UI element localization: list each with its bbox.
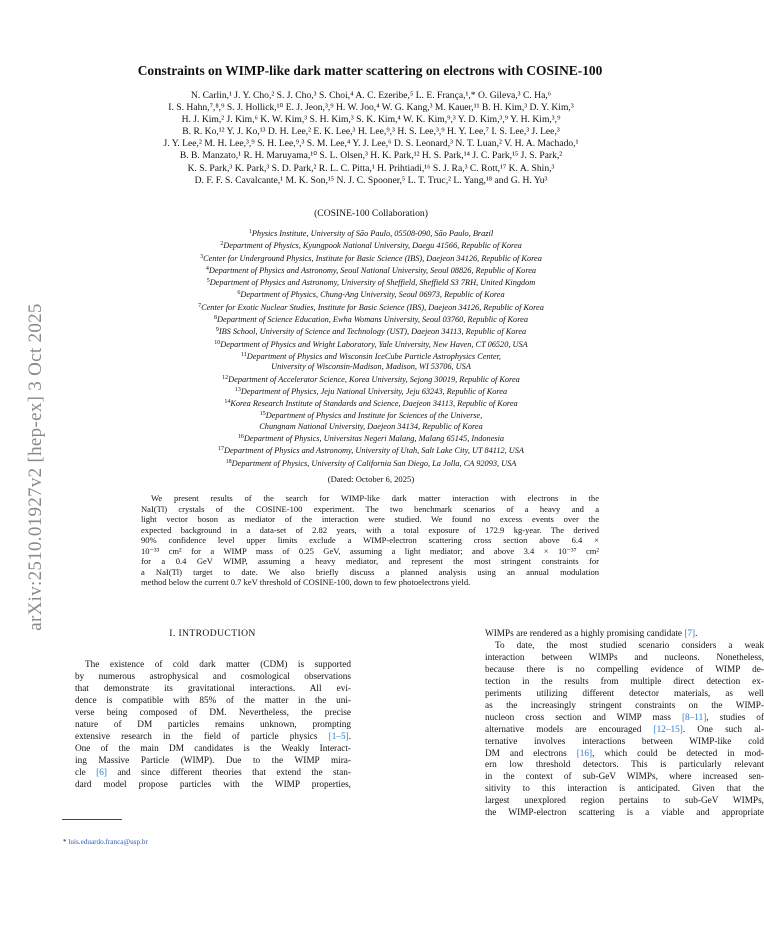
body-text: . One such al- xyxy=(682,724,764,735)
body-line xyxy=(75,756,351,768)
footnote-email[interactable]: luis.eduardo.franca@usp.br xyxy=(68,838,148,846)
body-text: the WIMP-electron scattering is a viable and appropriate xyxy=(485,808,764,819)
affiliation xyxy=(60,313,682,325)
body-text: . xyxy=(348,731,351,742)
body-text: alternative models are encouraged xyxy=(485,724,654,735)
author-line: D. F. F. S. Cavalcante,¹ M. K. Son,¹⁵ N. J. C. Spooner,⁵ L. T. Truc,² L. Yang,¹⁸ and G. H. Yu³ xyxy=(194,174,548,186)
citation-link[interactable]: [12–15] xyxy=(653,724,683,735)
author-line: N. Carlin,¹ J. Y. Cho,² S. J. Cho,³ S. Choi,⁴ A. C. Ezeribe,⁵ L. E. França,¹,* O. Gileva,³ C. Ha,⁶ xyxy=(190,90,552,101)
affiliation-text: Department of Physics, Chung-Ang University, Seoul 06973, Republic of Korea xyxy=(240,290,505,300)
author-line: I. S. Hahn,⁷,⁸,⁹ S. J. Hollick,¹⁰ E. J. Jeon,³,⁹ H. W. Joo,⁴ W. G. Kang,³ M. Kauer,¹¹ B. H. Kim,³ D. Y. Kim,³ xyxy=(168,102,574,114)
affiliation-number: 6 xyxy=(237,290,241,297)
arxiv-id: arXiv:2510.01927v2 [hep-ex] 3 Oct 2025 xyxy=(25,303,46,631)
body-text: largest unexplored region pertains to sub-GeV WIMPs, xyxy=(485,796,764,807)
body-text: nature of DM particles remains unknown, prompting xyxy=(75,719,351,730)
citation-link[interactable]: [6] xyxy=(96,767,107,778)
body-text: tection in the results from multiple direct detection ex- xyxy=(485,676,764,687)
author-line: J. Y. Lee,² M. H. Lee,³,⁹ S. H. Lee,⁹,³ S. M. Lee,⁴ Y. J. Lee,⁶ D. S. Leonard,³ N. T. Luan,² V. H. A. Machado,¹ xyxy=(163,138,579,150)
affiliation-text: Department of Physics and Wright Laboratory, Yale University, New Haven, CT 06520, USA xyxy=(220,339,528,349)
affiliation-text: Department of Physics and Astronomy, Seoul National University, Seoul 08826, Republic of Korea xyxy=(208,265,537,275)
body-line xyxy=(75,708,351,720)
author-list xyxy=(60,90,682,187)
affiliation xyxy=(60,227,682,239)
affiliation-number: 10 xyxy=(214,339,221,346)
footnote-rule xyxy=(62,819,122,820)
affiliation xyxy=(60,457,682,469)
affiliation xyxy=(60,276,682,288)
abstract-line: NaI(Tl) crystals of the COSINE-100 experiment. The two benchmark scenarios of a heavy and a xyxy=(141,503,599,514)
affiliation xyxy=(60,397,682,409)
abstract-line: for a 0.4 GeV WIMP, assuming a heavy mediator, and represent the most stringent constraints for xyxy=(141,556,599,567)
abstract-line: We present results of the search for WIMP-like dark matter interaction with electrons in the xyxy=(151,493,599,503)
affiliation xyxy=(60,373,682,385)
affiliation xyxy=(60,422,682,432)
body-text: interaction between WIMPs and nucleons. Nonetheless, xyxy=(485,652,764,663)
body-text: . xyxy=(695,629,698,639)
body-text: , studies of xyxy=(706,712,764,723)
affiliation xyxy=(60,362,682,372)
affiliation-number: 7 xyxy=(198,302,202,309)
affiliation xyxy=(60,409,682,421)
body-text: ern low threshold detectors. This is particularly relevant xyxy=(485,760,764,771)
affiliation-number: 14 xyxy=(224,399,231,406)
body-text: nucleon cross section and WIMP mass xyxy=(485,712,682,723)
body-text: , which could be detected in mod- xyxy=(592,748,764,759)
body-line xyxy=(485,760,764,772)
body-line xyxy=(75,780,351,792)
body-text: by numerous astrophysical and cosmological observations xyxy=(75,671,351,682)
affiliation-number: 3 xyxy=(200,253,204,260)
body-text: ternative involves interactions between WIMP-like cold xyxy=(485,736,764,747)
affiliation xyxy=(60,252,682,264)
abstract-line: 90% confidence level upper limits exclude a WIMP-electron scattering cross section above 6.4 × xyxy=(141,535,599,546)
citation-link[interactable]: [8–11] xyxy=(681,712,707,723)
affiliation-text: Department of Accelerator Science, Korea University, Sejong 30019, Republic of Korea xyxy=(228,374,520,384)
body-line xyxy=(75,696,351,708)
affiliation xyxy=(60,239,682,251)
citation-link[interactable]: [7] xyxy=(684,629,696,639)
body-line xyxy=(75,744,351,756)
footnote-marker: * xyxy=(63,838,67,846)
body-line xyxy=(485,641,764,653)
affiliation-number: 13 xyxy=(234,386,241,393)
affiliation-text: Center for Underground Physics, Institute for Basic Science (IBS), Daejeon 34126, Republic of Korea xyxy=(203,253,542,263)
body-line xyxy=(75,732,351,744)
footnote xyxy=(63,838,148,846)
body-text: in the context of sub-GeV WIMPs, where increased sen- xyxy=(485,772,764,783)
affiliation-text: Department of Physics, Universitas Negeri Malang, Malang 65145, Indonesia xyxy=(243,434,505,444)
abstract xyxy=(141,493,599,588)
left-column-text xyxy=(75,660,351,791)
affiliation-text: Center for Exotic Nuclear Studies, Institute for Basic Science (IBS), Daejeon 34126, Republic of Korea xyxy=(201,302,544,312)
body-line xyxy=(75,684,351,696)
affiliation-text: Chungnam National University, Daejeon 34134, Republic of Korea xyxy=(259,421,483,431)
affiliation-text: University of Wisconsin-Madison, Madison, WI 53706, USA xyxy=(271,362,471,372)
affiliation-number: 9 xyxy=(215,327,219,334)
body-line xyxy=(485,629,764,641)
citation-link[interactable]: [1–5] xyxy=(328,731,349,742)
affiliation-text: Department of Physics, Kyungpook National University, Daegu 41566, Republic of Korea xyxy=(223,241,522,251)
affiliation xyxy=(60,385,682,397)
body-text: as the increasingly stringent constraints on the WIMP- xyxy=(485,700,764,711)
body-line xyxy=(485,677,764,689)
affiliation-number: 11 xyxy=(241,351,247,358)
body-line xyxy=(485,653,764,665)
collaboration: (COSINE-100 Collaboration) xyxy=(314,208,428,219)
affiliation-text: Department of Physics and Astronomy, University of Sheffield, Sheffield S3 7RH, United Kingdom xyxy=(209,278,536,288)
author-line: B. B. Manzato,¹ R. H. Maruyama,¹⁰ S. L. Olsen,³ H. K. Park,¹² H. S. Park,¹⁴ J. C. Park,¹⁵ J. S. Park,² xyxy=(179,150,563,162)
body-line xyxy=(485,796,764,808)
body-line xyxy=(485,749,764,761)
body-text: because there is no compelling evidence of WIMP de- xyxy=(485,664,764,675)
body-line xyxy=(485,701,764,713)
affiliation-number: 15 xyxy=(259,411,266,418)
body-text: DM and electrons xyxy=(485,748,577,759)
body-text: sitivity to this interaction is anticipated. Given that the xyxy=(485,784,764,795)
affiliation-number: 5 xyxy=(206,278,210,285)
body-text: and since different theories that extend the stan- xyxy=(106,767,351,778)
affiliation-text: IBS School, University of Science and Technology (UST), Daejeon 34113, Republic of Korea xyxy=(218,327,527,337)
author-line: B. R. Ko,¹² Y. J. Ko,¹³ D. H. Lee,² E. K. Lee,³ H. Lee,⁹,³ H. S. Lee,³,⁹ H. Y. Lee,⁷ I. S. Lee,³ J. Lee,³ xyxy=(182,126,560,138)
abstract-line: method below the current 0.7 keV threshold of COSINE-100, down to few photoelectrons yield. xyxy=(141,577,471,588)
body-line xyxy=(75,720,351,732)
affiliation-text: Department of Physics and Astronomy, University of Utah, Salt Lake City, UT 84112, USA xyxy=(224,446,524,456)
body-line xyxy=(485,689,764,701)
author-line: H. J. Kim,² J. Kim,⁶ K. W. Kim,³ S. H. Kim,³ S. K. Kim,⁴ W. K. Kim,⁹,³ Y. D. Kim,³,⁹ Y. H. Kim,³,⁹ xyxy=(181,114,561,126)
affiliation-list xyxy=(60,227,682,469)
affiliation-text: Korea Research Institute of Standards and Science, Daejeon 34113, Republic of Korea xyxy=(230,399,518,409)
section-heading: I. INTRODUCTION xyxy=(169,628,256,639)
paper-title: Constraints on WIMP-like dark matter scattering on electrons with COSINE-100 xyxy=(137,63,603,78)
body-text: extensive research in the field of particle physics xyxy=(75,731,329,742)
affiliation xyxy=(60,444,682,456)
affiliation-number: 12 xyxy=(222,374,229,381)
body-text: periments utilizing different detector materials, as well xyxy=(485,688,764,699)
body-text: WIMPs are rendered as a highly promising candidate xyxy=(485,629,685,639)
dated-line: (Dated: October 6, 2025) xyxy=(327,474,415,484)
affiliation-number: 1 xyxy=(248,229,252,235)
affiliation xyxy=(60,350,682,362)
affiliation-number: 17 xyxy=(218,446,224,453)
affiliation xyxy=(60,432,682,444)
body-text: that demonstrate its gravitational interactions. All evi- xyxy=(75,683,351,694)
right-column-text xyxy=(485,629,764,820)
affiliation-number: 18 xyxy=(225,458,232,465)
body-line xyxy=(485,713,764,725)
body-line xyxy=(75,672,351,684)
affiliation xyxy=(60,301,682,313)
arxiv-watermark xyxy=(18,262,54,672)
body-text: cle xyxy=(75,767,97,778)
body-line xyxy=(75,660,351,672)
abstract-line: light vector boson as mediator of the interaction were studied. We found no excess events over the xyxy=(141,514,599,525)
body-text: verse being composed of DM. Nevertheless, the precise xyxy=(75,707,351,718)
affiliation-text: Department of Physics and Institute for Sciences of the Universe, xyxy=(265,411,483,421)
body-line xyxy=(75,768,351,780)
abstract-line: a NaI(Tl) target to date. We also briefly discuss a planned analysis using an annual modulation xyxy=(141,566,599,577)
citation-link[interactable]: [16] xyxy=(576,748,593,759)
affiliation-text: Department of Physics and Wisconsin IceCube Particle Astrophysics Center, xyxy=(246,351,501,361)
affiliation-number: 2 xyxy=(220,241,224,248)
affiliation-text: Department of Science Education, Ewha Womans University, Seoul 03760, Republic of Korea xyxy=(217,315,528,325)
affiliation-text: Department of Physics, Jeju National University, Jeju 63243, Republic of Korea xyxy=(240,386,508,396)
body-text: The existence of cold dark matter (CDM) is supported xyxy=(85,660,351,670)
affiliation-text: Physics Institute, University of São Paulo, 05508-090, São Paulo, Brazil xyxy=(251,229,494,238)
affiliation-number: 4 xyxy=(205,265,209,272)
affiliation xyxy=(60,338,682,350)
body-text: ing Massive Particle (WIMP). Due to the WIMP mira- xyxy=(75,755,351,766)
abstract-line: expected background in a data-set of 2.82 years, with a total exposure of 172.9 kg-year. The derived xyxy=(141,524,599,535)
body-line xyxy=(485,725,764,737)
affiliation xyxy=(60,288,682,300)
body-line xyxy=(485,665,764,677)
affiliation-number: 8 xyxy=(214,315,218,322)
body-text: One of the main DM candidates is the Weakly Interact- xyxy=(75,743,351,754)
affiliation-number: 16 xyxy=(237,434,244,441)
body-text: dence is compatible with 85% of the matter in the uni- xyxy=(75,695,351,706)
affiliation xyxy=(60,325,682,337)
body-line xyxy=(485,808,764,820)
affiliation-text: Department of Physics, University of California San Diego, La Jolla, CA 92093, USA xyxy=(231,458,517,468)
abstract-line: 10⁻³³ cm² for a WIMP mass of 0.25 GeV, assuming a light mediator; and above 3.4 × 10⁻³⁷ cm² xyxy=(141,545,599,556)
body-text: dard model propose particles with the WIMP properties, xyxy=(75,779,351,790)
body-text: To date, the most studied scenario considers a weak xyxy=(495,640,764,651)
affiliation xyxy=(60,264,682,276)
author-line: K. S. Park,³ K. Park,³ S. D. Park,² R. L. C. Pitta,¹ H. Prihtiadi,¹⁶ S. J. Ra,³ C. Rott,¹⁷ K. A. Shin,³ xyxy=(187,162,555,174)
body-line xyxy=(485,784,764,796)
body-line xyxy=(485,737,764,749)
body-line xyxy=(485,772,764,784)
